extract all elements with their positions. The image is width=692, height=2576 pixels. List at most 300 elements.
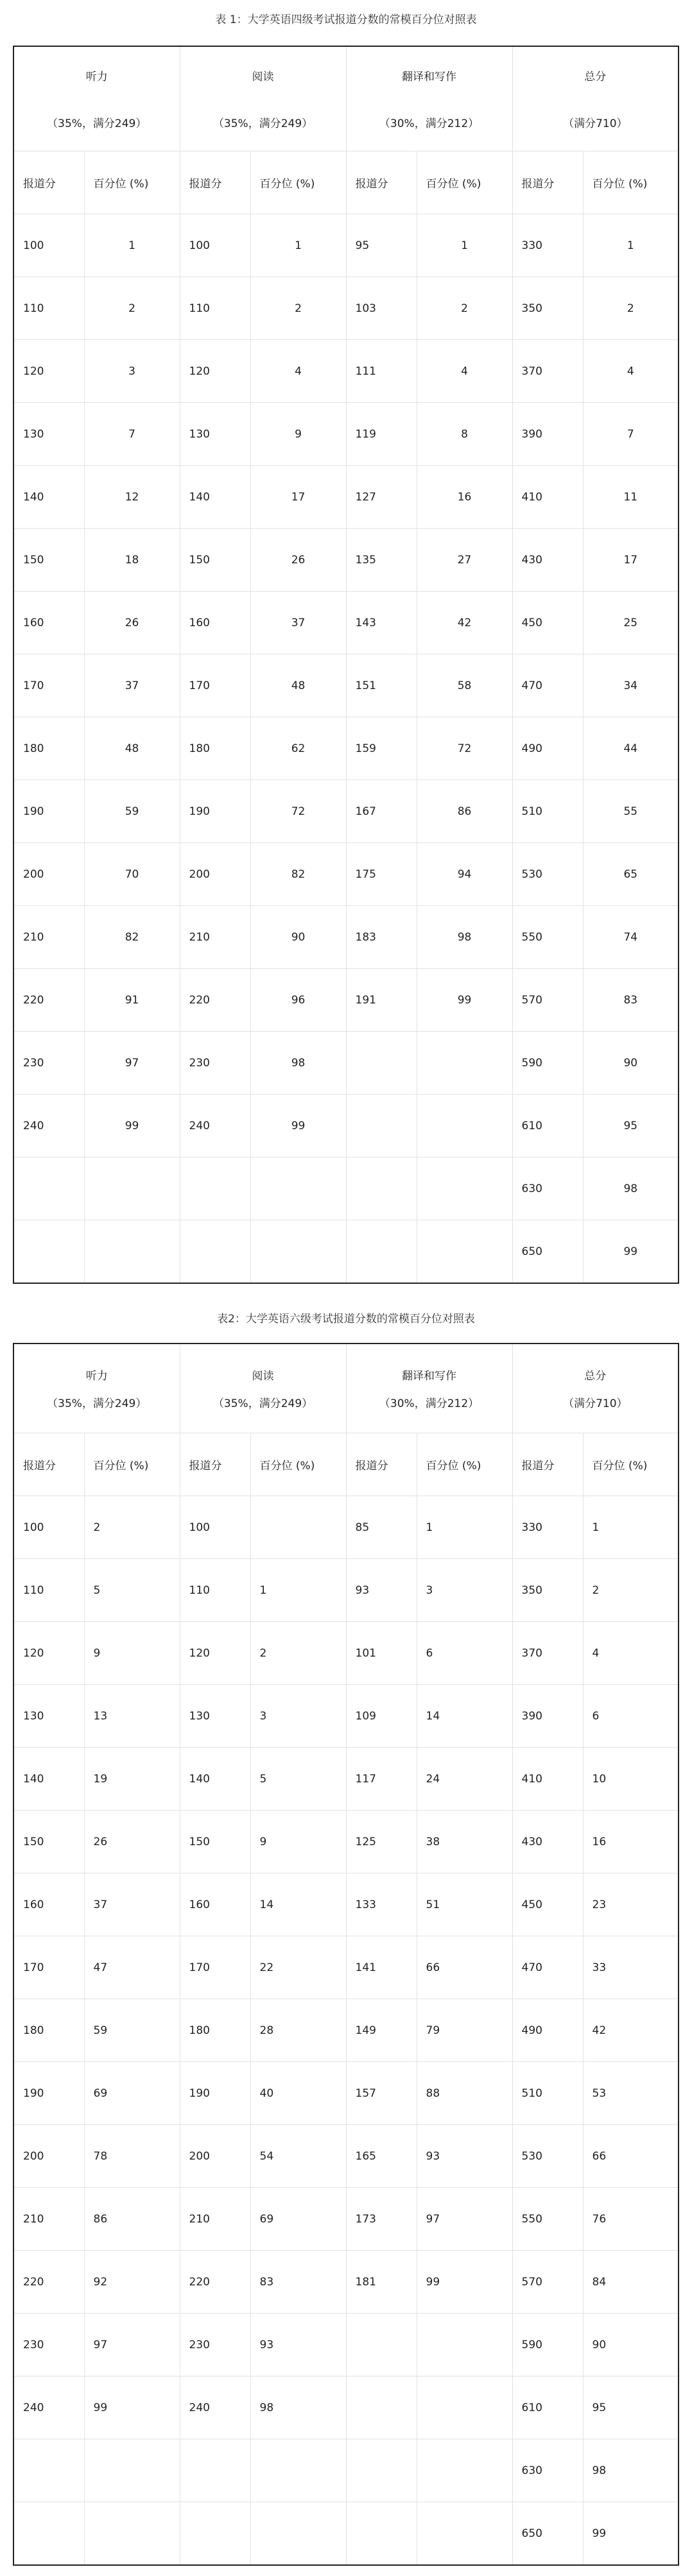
percentile-cell: 37	[250, 592, 346, 654]
score-cell: 150	[13, 1811, 84, 1873]
percentile-cell: 27	[417, 529, 512, 592]
percentile-cell: 86	[417, 780, 512, 843]
score-cell	[13, 1220, 84, 1284]
percentile-cell: 33	[583, 1936, 679, 1999]
percentile-cell: 91	[84, 969, 180, 1032]
percentile-cell: 69	[84, 2062, 180, 2125]
score-cell: 110	[13, 277, 84, 340]
percentile-cell: 92	[84, 2251, 180, 2314]
score-cell: 570	[512, 2251, 583, 2314]
score-cell: 183	[346, 906, 417, 969]
percentile-cell: 99	[583, 1220, 679, 1284]
score-cell: 650	[512, 1220, 583, 1284]
column-header-score: 报道分	[13, 151, 84, 214]
table-row	[13, 1748, 679, 1811]
table-row	[13, 1936, 679, 1999]
group-name: 阅读	[252, 1370, 274, 1383]
table-row	[13, 1220, 679, 1284]
score-cell: 590	[512, 2314, 583, 2376]
score-cell: 140	[180, 1748, 250, 1811]
score-cell: 220	[13, 969, 84, 1032]
table-row	[13, 529, 679, 592]
score-cell: 370	[512, 340, 583, 403]
score-cell: 610	[512, 2376, 583, 2439]
score-cell: 490	[512, 1999, 583, 2062]
score-cell: 101	[346, 1622, 417, 1685]
score-cell: 490	[512, 717, 583, 780]
percentile-cell: 59	[84, 1999, 180, 2062]
percentile-cell: 16	[417, 466, 512, 529]
group-weight: （30%，满分212）	[379, 1397, 480, 1410]
score-cell: 150	[180, 529, 250, 592]
percentile-cell: 83	[250, 2251, 346, 2314]
table-row	[13, 1622, 679, 1685]
score-cell: 130	[13, 1685, 84, 1748]
percentile-cell: 96	[250, 969, 346, 1032]
group-name: 总分	[584, 1370, 607, 1383]
percentile-cell: 99	[250, 1095, 346, 1157]
score-cell: 110	[180, 277, 250, 340]
group-header-cell	[346, 1343, 512, 1433]
score-cell: 143	[346, 592, 417, 654]
score-cell: 200	[180, 843, 250, 906]
score-cell: 95	[346, 214, 417, 277]
group-header-cell	[346, 46, 512, 151]
percentile-cell: 97	[417, 2188, 512, 2251]
score-cell: 140	[13, 1748, 84, 1811]
group-header-cell	[13, 46, 180, 151]
percentile-cell: 83	[583, 969, 679, 1032]
column-header-percentile: 百分位 (%)	[583, 1433, 679, 1496]
percentile-cell: 7	[583, 403, 679, 466]
percentile-cell: 99	[84, 1095, 180, 1157]
score-cell: 240	[180, 2376, 250, 2439]
score-cell	[13, 2502, 84, 2566]
score-cell	[13, 2439, 84, 2502]
score-cell: 230	[180, 2314, 250, 2376]
percentile-cell: 13	[84, 1685, 180, 1748]
score-cell: 180	[180, 717, 250, 780]
score-cell: 200	[13, 843, 84, 906]
percentile-cell: 5	[84, 1559, 180, 1622]
table-row	[13, 843, 679, 906]
percentile-cell: 7	[84, 403, 180, 466]
score-cell: 220	[13, 2251, 84, 2314]
group-weight: （35%，满分249）	[47, 1397, 147, 1410]
percentile-cell: 44	[583, 717, 679, 780]
score-cell: 410	[512, 1748, 583, 1811]
table-row	[13, 1032, 679, 1095]
percentile-cell: 38	[417, 1811, 512, 1873]
percentile-cell: 95	[583, 1095, 679, 1157]
percentile-cell: 18	[84, 529, 180, 592]
column-header-percentile: 百分位 (%)	[417, 1433, 512, 1496]
score-cell: 510	[512, 780, 583, 843]
percentile-cell: 90	[583, 1032, 679, 1095]
score-cell: 151	[346, 654, 417, 717]
score-cell: 109	[346, 1685, 417, 1748]
table-2-title: 表2：大学英语六级考试报道分数的常模百分位对照表	[217, 1313, 475, 1326]
score-cell	[346, 1220, 417, 1284]
score-cell: 170	[13, 654, 84, 717]
percentile-cell	[84, 1157, 180, 1220]
score-cell: 130	[180, 403, 250, 466]
score-cell: 127	[346, 466, 417, 529]
table-row	[13, 780, 679, 843]
percentile-cell: 12	[84, 466, 180, 529]
percentile-cell: 1	[583, 1496, 679, 1559]
score-cell: 110	[13, 1559, 84, 1622]
percentile-cell: 1	[417, 1496, 512, 1559]
percentile-cell: 95	[583, 2376, 679, 2439]
percentile-cell: 47	[84, 1936, 180, 1999]
score-cell: 450	[512, 1873, 583, 1936]
percentile-cell: 8	[417, 403, 512, 466]
group-name: 总分	[584, 71, 607, 83]
score-cell: 180	[180, 1999, 250, 2062]
score-cell: 190	[13, 780, 84, 843]
score-cell: 190	[13, 2062, 84, 2125]
score-cell: 170	[180, 654, 250, 717]
column-header-percentile: 百分位 (%)	[417, 151, 512, 214]
percentile-cell: 70	[84, 843, 180, 906]
percentile-cell: 1	[583, 214, 679, 277]
column-header-percentile: 百分位 (%)	[84, 1433, 180, 1496]
percentile-cell: 9	[84, 1622, 180, 1685]
score-cell	[180, 2502, 250, 2566]
score-cell: 530	[512, 2125, 583, 2188]
percentile-cell: 69	[250, 2188, 346, 2251]
score-cell: 370	[512, 1622, 583, 1685]
score-cell: 630	[512, 1157, 583, 1220]
percentile-cell: 3	[417, 1559, 512, 1622]
percentile-cell: 90	[250, 906, 346, 969]
percentile-cell: 93	[417, 2125, 512, 2188]
score-cell: 230	[13, 1032, 84, 1095]
percentile-cell: 65	[583, 843, 679, 906]
percentile-cell: 1	[417, 214, 512, 277]
percentile-cell: 62	[250, 717, 346, 780]
percentile-cell: 98	[250, 2376, 346, 2439]
score-cell: 160	[13, 1873, 84, 1936]
table-1-title: 表 1：大学英语四级考试报道分数的常模百分位对照表	[215, 13, 477, 26]
table-row	[13, 1811, 679, 1873]
score-cell	[346, 1157, 417, 1220]
score-cell: 530	[512, 843, 583, 906]
percentile-cell: 97	[84, 2314, 180, 2376]
percentile-cell: 98	[250, 1032, 346, 1095]
column-header-row	[13, 1433, 679, 1496]
score-cell: 140	[13, 466, 84, 529]
column-header-percentile: 百分位 (%)	[84, 151, 180, 214]
score-cell: 390	[512, 1685, 583, 1748]
score-cell: 100	[180, 1496, 250, 1559]
score-cell: 135	[346, 529, 417, 592]
table-row	[13, 969, 679, 1032]
column-header-percentile: 百分位 (%)	[250, 1433, 346, 1496]
percentile-cell: 93	[250, 2314, 346, 2376]
percentile-cell: 3	[84, 340, 180, 403]
percentile-cell	[84, 1220, 180, 1284]
score-cell: 159	[346, 717, 417, 780]
percentile-cell	[417, 2376, 512, 2439]
percentile-cell: 54	[250, 2125, 346, 2188]
percentile-cell: 14	[417, 1685, 512, 1748]
cet4-percentile-table	[13, 46, 679, 1284]
score-cell: 170	[180, 1936, 250, 1999]
percentile-cell: 34	[583, 654, 679, 717]
score-cell: 190	[180, 2062, 250, 2125]
score-cell: 180	[13, 1999, 84, 2062]
percentile-cell: 58	[417, 654, 512, 717]
score-cell: 85	[346, 1496, 417, 1559]
percentile-cell: 40	[250, 2062, 346, 2125]
percentile-cell: 86	[84, 2188, 180, 2251]
group-header-row	[13, 1343, 679, 1433]
table-row	[13, 2125, 679, 2188]
percentile-cell: 2	[583, 1559, 679, 1622]
group-name: 阅读	[252, 71, 274, 83]
column-header-score: 报道分	[180, 1433, 250, 1496]
percentile-cell: 6	[583, 1685, 679, 1748]
group-name: 听力	[85, 71, 108, 83]
score-cell: 350	[512, 1559, 583, 1622]
score-cell	[346, 2314, 417, 2376]
score-cell: 470	[512, 1936, 583, 1999]
score-cell: 220	[180, 2251, 250, 2314]
percentile-cell: 98	[583, 2439, 679, 2502]
percentile-cell	[417, 1157, 512, 1220]
percentile-cell: 51	[417, 1873, 512, 1936]
percentile-cell: 37	[84, 654, 180, 717]
score-cell: 210	[180, 906, 250, 969]
score-cell: 173	[346, 2188, 417, 2251]
percentile-cell: 84	[583, 2251, 679, 2314]
percentile-cell: 4	[250, 340, 346, 403]
percentile-cell: 11	[583, 466, 679, 529]
percentile-cell: 98	[417, 906, 512, 969]
table-row	[13, 340, 679, 403]
score-cell: 200	[180, 2125, 250, 2188]
score-cell	[180, 2439, 250, 2502]
score-cell: 210	[180, 2188, 250, 2251]
score-cell: 133	[346, 1873, 417, 1936]
percentile-cell: 66	[583, 2125, 679, 2188]
score-cell: 230	[13, 2314, 84, 2376]
column-header-score: 报道分	[512, 151, 583, 214]
percentile-cell: 14	[250, 1873, 346, 1936]
score-cell: 119	[346, 403, 417, 466]
table-row	[13, 2376, 679, 2439]
score-cell: 170	[13, 1936, 84, 1999]
table-row	[13, 592, 679, 654]
percentile-cell: 76	[583, 2188, 679, 2251]
score-cell: 120	[13, 340, 84, 403]
score-cell: 200	[13, 2125, 84, 2188]
percentile-cell: 4	[417, 340, 512, 403]
percentile-cell: 98	[583, 1157, 679, 1220]
percentile-cell: 2	[84, 277, 180, 340]
score-cell: 141	[346, 1936, 417, 1999]
table-row	[13, 1873, 679, 1936]
percentile-cell: 72	[250, 780, 346, 843]
score-cell: 610	[512, 1095, 583, 1157]
percentile-cell: 6	[417, 1622, 512, 1685]
score-cell: 93	[346, 1559, 417, 1622]
percentile-cell: 3	[250, 1685, 346, 1748]
score-cell: 510	[512, 2062, 583, 2125]
score-cell: 100	[13, 214, 84, 277]
group-name: 听力	[85, 1370, 108, 1383]
score-cell: 165	[346, 2125, 417, 2188]
table-row	[13, 1496, 679, 1559]
score-cell: 103	[346, 277, 417, 340]
score-cell: 149	[346, 1999, 417, 2062]
score-cell: 550	[512, 906, 583, 969]
percentile-cell: 99	[84, 2376, 180, 2439]
percentile-cell	[417, 2502, 512, 2566]
table-row	[13, 2502, 679, 2566]
score-cell: 160	[180, 1873, 250, 1936]
group-name: 翻译和写作	[402, 71, 457, 83]
column-header-score: 报道分	[180, 151, 250, 214]
percentile-cell: 2	[417, 277, 512, 340]
percentile-cell: 42	[583, 1999, 679, 2062]
percentile-cell: 48	[250, 654, 346, 717]
column-header-score: 报道分	[512, 1433, 583, 1496]
percentile-cell: 94	[417, 843, 512, 906]
group-header-cell	[180, 46, 346, 151]
table-row	[13, 2314, 679, 2376]
column-header-percentile: 百分位 (%)	[250, 151, 346, 214]
percentile-cell: 9	[250, 403, 346, 466]
percentile-cell: 4	[583, 340, 679, 403]
score-cell: 330	[512, 214, 583, 277]
percentile-cell: 17	[583, 529, 679, 592]
score-cell	[346, 1032, 417, 1095]
percentile-cell: 17	[250, 466, 346, 529]
score-cell: 110	[180, 1559, 250, 1622]
score-cell: 100	[13, 1496, 84, 1559]
group-weight: （30%，满分212）	[379, 117, 480, 130]
percentile-cell: 53	[583, 2062, 679, 2125]
percentile-cell	[250, 2439, 346, 2502]
percentile-cell: 66	[417, 1936, 512, 1999]
percentile-cell: 4	[583, 1622, 679, 1685]
percentile-cell: 25	[583, 592, 679, 654]
score-cell	[346, 2376, 417, 2439]
percentile-cell: 5	[250, 1748, 346, 1811]
score-cell	[180, 1157, 250, 1220]
score-cell: 150	[180, 1811, 250, 1873]
group-weight: （满分710）	[563, 1397, 628, 1410]
score-cell: 240	[13, 2376, 84, 2439]
percentile-cell: 10	[583, 1748, 679, 1811]
percentile-cell: 23	[583, 1873, 679, 1936]
percentile-cell: 37	[84, 1873, 180, 1936]
percentile-cell: 74	[583, 906, 679, 969]
score-cell: 590	[512, 1032, 583, 1095]
score-cell	[346, 2502, 417, 2566]
score-cell	[346, 1095, 417, 1157]
group-header-cell	[512, 46, 679, 151]
column-header-score: 报道分	[346, 1433, 417, 1496]
score-cell: 130	[180, 1685, 250, 1748]
table-row	[13, 1999, 679, 2062]
percentile-cell: 2	[84, 1496, 180, 1559]
table-row	[13, 466, 679, 529]
score-cell: 160	[13, 592, 84, 654]
score-cell: 390	[512, 403, 583, 466]
group-header-row	[13, 46, 679, 151]
score-cell: 350	[512, 277, 583, 340]
score-cell	[346, 2439, 417, 2502]
score-cell: 220	[180, 969, 250, 1032]
group-weight: （35%，满分249）	[47, 117, 147, 130]
percentile-cell: 82	[250, 843, 346, 906]
percentile-cell	[250, 2502, 346, 2566]
percentile-cell: 59	[84, 780, 180, 843]
table-row	[13, 654, 679, 717]
percentile-cell	[250, 1157, 346, 1220]
table-row	[13, 277, 679, 340]
score-cell: 650	[512, 2502, 583, 2566]
percentile-cell: 97	[84, 1032, 180, 1095]
score-cell	[13, 1157, 84, 1220]
group-weight: （满分710）	[563, 117, 628, 130]
score-cell: 450	[512, 592, 583, 654]
score-cell: 210	[13, 906, 84, 969]
score-cell: 120	[13, 1622, 84, 1685]
group-weight: （35%，满分249）	[212, 1397, 313, 1410]
percentile-cell: 88	[417, 2062, 512, 2125]
percentile-cell: 22	[250, 1936, 346, 1999]
score-cell: 150	[13, 529, 84, 592]
group-name: 翻译和写作	[402, 1370, 457, 1383]
table-row	[13, 906, 679, 969]
percentile-cell: 26	[84, 1811, 180, 1873]
column-header-row	[13, 151, 679, 214]
score-cell: 125	[346, 1811, 417, 1873]
group-header-cell	[180, 1343, 346, 1433]
score-cell: 117	[346, 1748, 417, 1811]
group-header-cell	[512, 1343, 679, 1433]
percentile-cell: 26	[250, 529, 346, 592]
percentile-cell	[250, 1220, 346, 1284]
score-cell: 175	[346, 843, 417, 906]
percentile-cell: 2	[583, 277, 679, 340]
percentile-cell: 55	[583, 780, 679, 843]
score-cell: 550	[512, 2188, 583, 2251]
percentile-cell: 1	[250, 214, 346, 277]
percentile-cell	[417, 2439, 512, 2502]
table-row	[13, 214, 679, 277]
table-row	[13, 1157, 679, 1220]
percentile-cell: 99	[417, 969, 512, 1032]
percentile-cell: 99	[417, 2251, 512, 2314]
percentile-cell: 99	[583, 2502, 679, 2566]
column-header-percentile: 百分位 (%)	[583, 151, 679, 214]
score-cell: 157	[346, 2062, 417, 2125]
group-weight: （35%，满分249）	[212, 117, 313, 130]
table-row	[13, 2188, 679, 2251]
score-cell: 210	[13, 2188, 84, 2251]
percentile-cell	[84, 2439, 180, 2502]
score-cell: 111	[346, 340, 417, 403]
percentile-cell: 79	[417, 1999, 512, 2062]
percentile-cell: 48	[84, 717, 180, 780]
table-row	[13, 2251, 679, 2314]
